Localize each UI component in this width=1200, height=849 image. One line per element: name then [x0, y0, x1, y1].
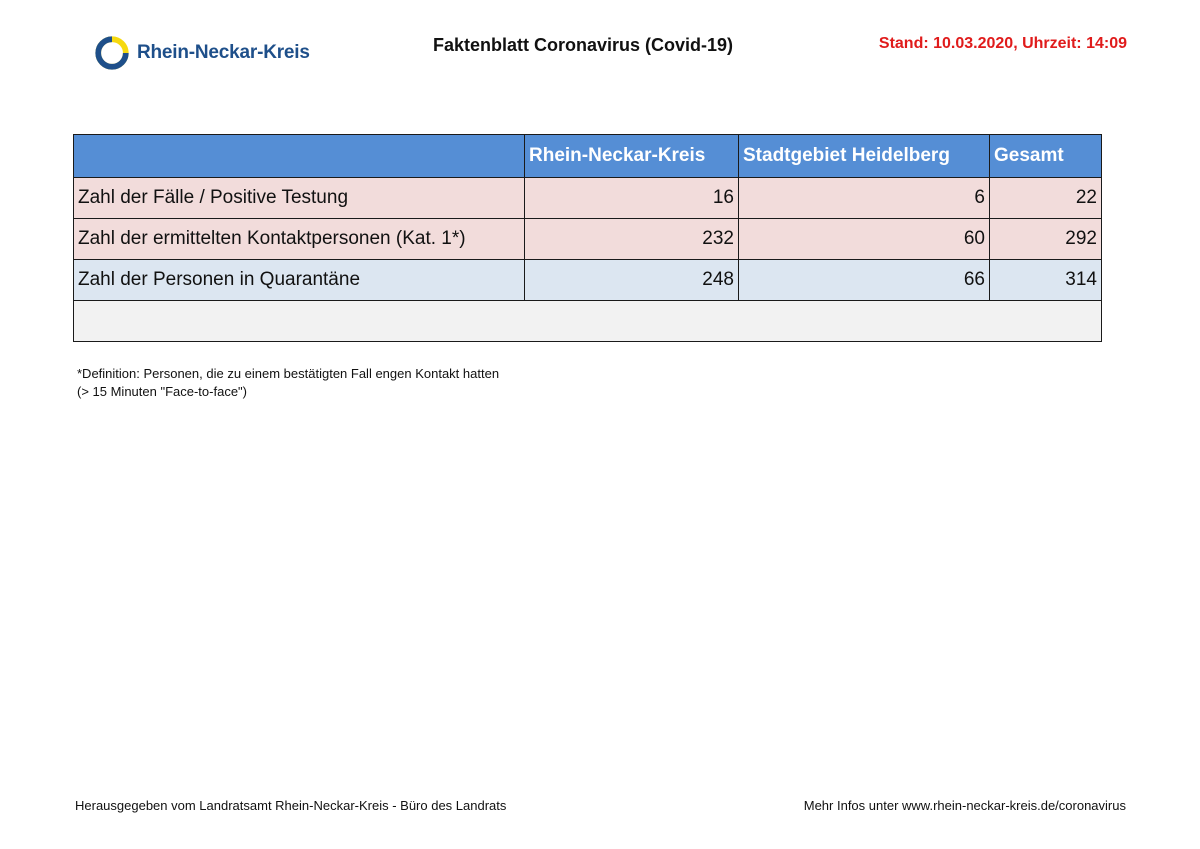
cell-gesamt: 314 — [990, 260, 1102, 301]
page-title: Faktenblatt Coronavirus (Covid-19) — [433, 35, 734, 55]
table-header-row — [74, 135, 1102, 178]
column-header-rhein-neckar-kreis: Rhein-Neckar-Kreis — [525, 135, 739, 178]
table-row-quarantine — [74, 260, 1102, 301]
column-header-gesamt: Gesamt — [990, 135, 1102, 178]
logo-ring-icon — [93, 34, 131, 72]
row-label: Zahl der Personen in Quarantäne — [74, 260, 525, 301]
cell-heidelberg: 66 — [739, 260, 990, 301]
facts-table — [73, 134, 1102, 342]
table-row-empty — [74, 301, 1102, 342]
footer-more-info: Mehr Infos unter www.rhein-neckar-kreis.de/coronavirus — [803, 798, 1126, 813]
cell-rhein-neckar-kreis: 232 — [525, 219, 739, 260]
cell-heidelberg: 60 — [739, 219, 990, 260]
footnote — [77, 365, 499, 401]
footnote-definition: *Definition: Personen, die zu einem bestätigten Fall engen Kontakt hatten — [77, 366, 500, 381]
logo — [93, 33, 310, 73]
cell-gesamt: 292 — [990, 219, 1102, 260]
cell-heidelberg: 6 — [739, 178, 990, 219]
timestamp-status: Stand: 10.03.2020, Uhrzeit: 14:09 — [878, 35, 1127, 52]
table-row-contacts — [74, 219, 1102, 260]
row-label: Zahl der Fälle / Positive Testung — [74, 178, 525, 219]
logo-text: Rhein-Neckar-Kreis — [137, 42, 310, 63]
footer-publisher: Herausgegeben vom Landratsamt Rhein-Neckar-Kreis - Büro des Landrats — [75, 798, 507, 813]
column-header-heidelberg: Stadtgebiet Heidelberg — [739, 135, 990, 178]
table-row-cases — [74, 178, 1102, 219]
empty-cell — [74, 301, 1102, 342]
cell-rhein-neckar-kreis: 16 — [525, 178, 739, 219]
row-label: Zahl der ermittelten Kontaktpersonen (Kat. 1*) — [74, 219, 525, 260]
cell-gesamt: 22 — [990, 178, 1102, 219]
footnote-duration: (> 15 Minuten "Face-to-face") — [77, 384, 247, 399]
cell-rhein-neckar-kreis: 248 — [525, 260, 739, 301]
column-header-label — [74, 135, 525, 178]
